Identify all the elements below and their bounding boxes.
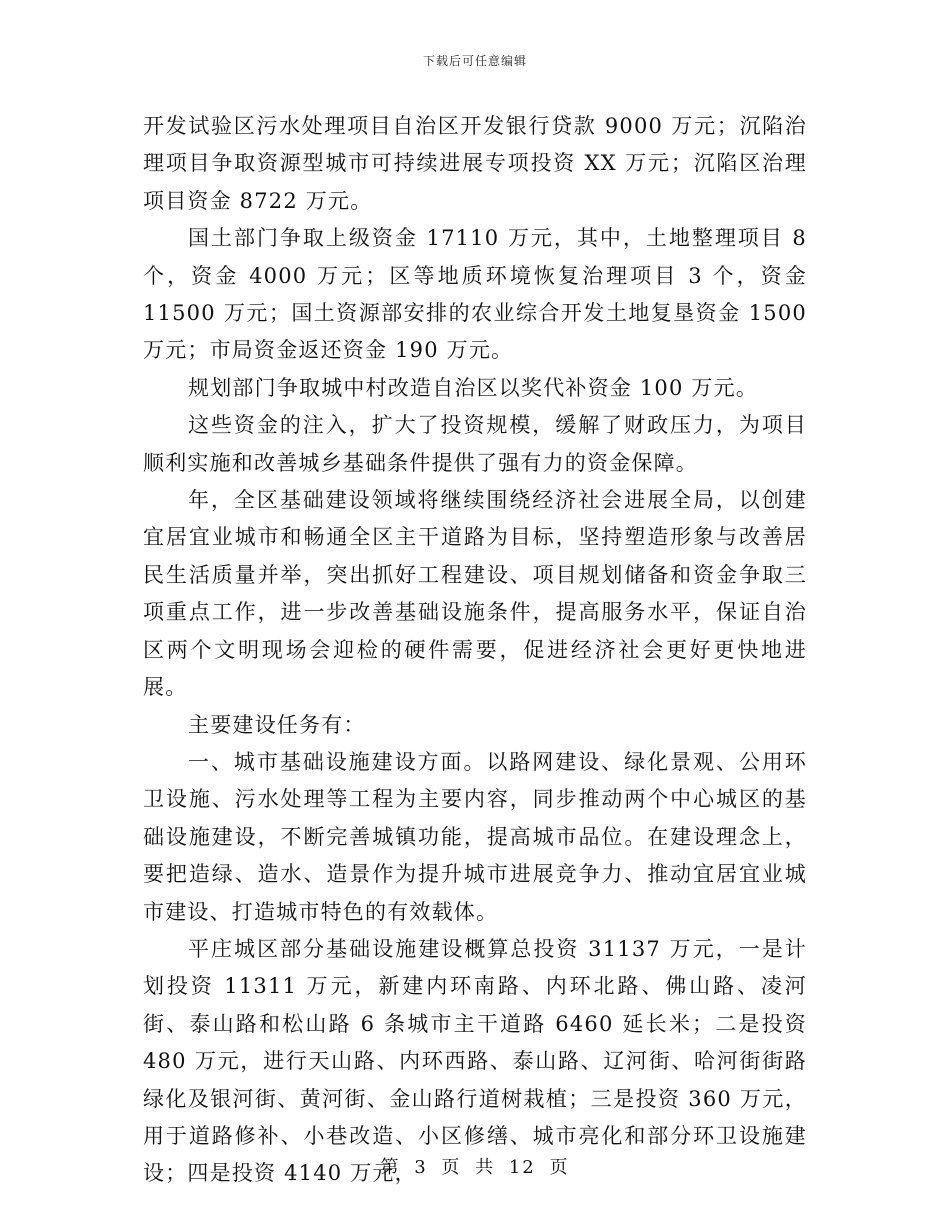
paragraph-land-resources: 国土部门争取上级资金 17110 万元，其中，土地整理项目 8 个，资金 4000 万元；区等地质环境恢复治理项目 3 个，资金 11500 万元；国土资源部安排的农业综合开发土地复垦资金 1500 万元；市局资金返还资金 190 万元。	[143, 226, 807, 363]
page-header: 下载后可任意编辑	[422, 54, 527, 68]
document-body	[143, 108, 807, 1193]
page-footer: 第 3 页 共 12 页	[380, 1157, 570, 1178]
paragraph-main-tasks-heading: 主要建设任务有：	[188, 712, 366, 737]
paragraph-pingzhuang-investment: 平庄城区部分基础设施建设概算总投资 31137 万元，一是计划投资 11311 万元，新建内环南路、内环北路、佛山路、凌河街、泰山路和松山路 6 条城市主干道路 6460 延长米；二是投资 480 万元，进行天山路、内环西路、泰山路、辽河街、哈河街街路绿化及银河街、黄河街、金山路行道树栽植；三是投资 360 万元，用于道路修补、小巷改造、小区修缮、城市亮化和部分环卫设施建设；四是投资 4140 万元，	[143, 936, 807, 1186]
paragraph-planning-department: 规划部门争取城中村改造自治区以奖代补资金 100 万元。	[188, 375, 759, 400]
paragraph-urban-infrastructure: 一、城市基础设施建设方面。以路网建设、绿化景观、公用环卫设施、污水处理等工程为主要内容，同步推动两个中心城区的基础设施建设，不断完善城镇功能，提高城市品位。在建设理念上，要把造绿、造水、造景作为提升城市进展竞争力、推动宜居宜业城市建设、打造城市特色的有效载体。	[143, 749, 807, 924]
paragraph-annual-goals: 年，全区基础建设领域将继续围绕经济社会进展全局，以创建宜居宜业城市和畅通全区主干道路为目标，坚持塑造形象与改善居民生活质量并举，突出抓好工程建设、项目规划储备和资金争取三项重点工作，进一步改善基础设施条件，提高服务水平，保证自治区两个文明现场会迎检的硬件需要，促进经济社会更好更快地进展。	[143, 488, 807, 700]
paragraph-funding-impact: 这些资金的注入，扩大了投资规模，缓解了财政压力，为项目顺利实施和改善城乡基础条件提供了强有力的资金保障。	[143, 413, 807, 475]
paragraph-sewage-funding: 开发试验区污水处理项目自治区开发银行贷款 9000 万元；沉陷治理项目争取资源型城市可持续进展专项投资 XX 万元；沉陷区治理项目资金 8722 万元。	[143, 114, 807, 213]
